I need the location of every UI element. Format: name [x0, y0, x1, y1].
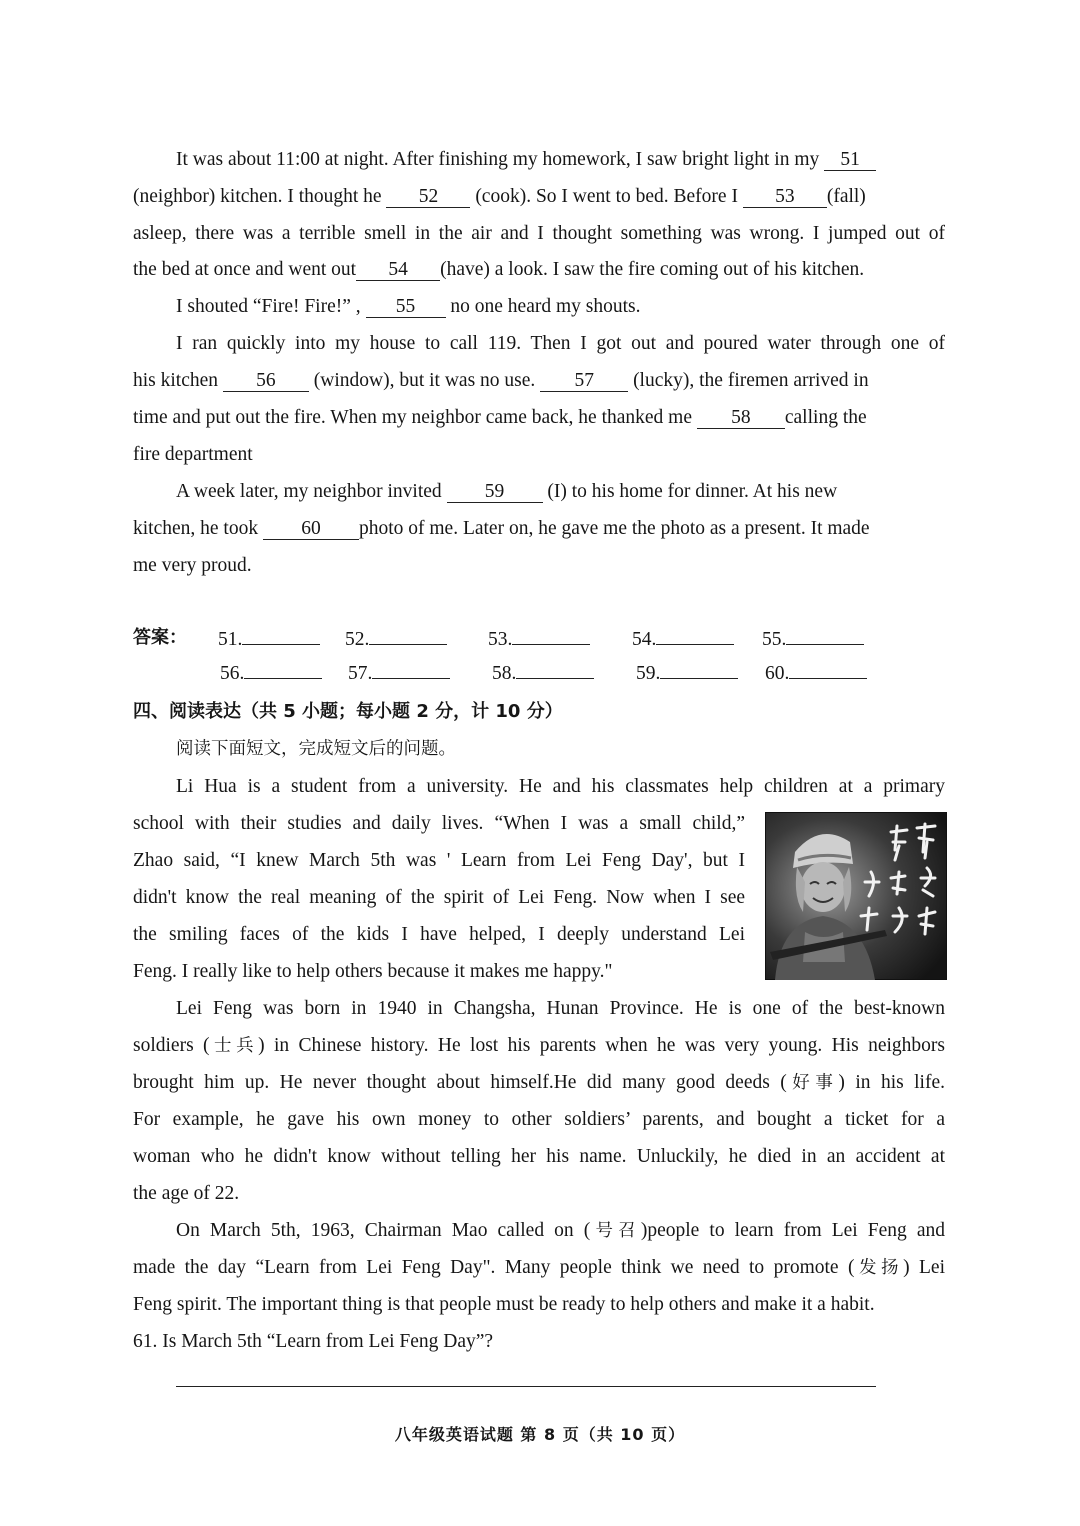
text: A week later, my neighbor invited: [176, 481, 447, 502]
answer-line-61[interactable]: [176, 1386, 876, 1387]
answer-number: 60.: [765, 663, 790, 684]
answer-52[interactable]: [345, 626, 447, 652]
blank-51: 51: [824, 150, 876, 171]
answer-blank[interactable]: [786, 626, 864, 645]
blank-53: 53: [743, 187, 827, 208]
answer-number: 52.: [345, 629, 370, 650]
passage2-line-7: Lei Feng was born in 1940 in Changsha, Hunan Province. He is one of the best-known: [176, 998, 945, 1019]
answer-blank[interactable]: [516, 660, 594, 679]
section-heading: 四、阅读表达（共 5 小题；每小题 2 分，计 10 分）: [133, 701, 563, 722]
passage2-line-6: Feng. I really like to help others because it makes me happy.": [133, 961, 613, 982]
answer-blank[interactable]: [789, 660, 867, 679]
blank-54: 54: [356, 260, 440, 281]
passage2-line-15: Feng spirit. The important thing is that people must be ready to help others and make it a habit.: [133, 1294, 875, 1315]
blank-59: 59: [447, 482, 543, 503]
text: It was about 11:00 at night. After finishing my homework, I saw bright light in my: [176, 149, 825, 170]
answer-blank[interactable]: [369, 626, 447, 645]
passage2-line-8: soldiers (士兵) in Chinese history. He lost his parents when he was very young. His neighbors: [133, 1035, 945, 1056]
question-61: 61. Is March 5th “Learn from Lei Feng Day”?: [133, 1331, 494, 1352]
answer-number: 59.: [636, 663, 661, 684]
answer-54[interactable]: [632, 626, 734, 652]
passage2-line-2: school with their studies and daily lives. “When I was a small child,”: [133, 813, 745, 834]
answer-blank[interactable]: [660, 660, 738, 679]
answer-number: 55.: [762, 629, 787, 650]
text: no one heard my shouts.: [445, 296, 641, 317]
answer-blank[interactable]: [242, 626, 320, 645]
passage1-line-9: fire department: [133, 444, 253, 465]
passage1-line-11: [133, 517, 945, 541]
answer-number: 53.: [488, 629, 513, 650]
text: (lucky), the firemen arrived in: [628, 370, 869, 391]
passage2-line-14: made the day “Learn from Lei Feng Day". Many people think we need to promote (发扬) Lei: [133, 1257, 946, 1278]
answer-58[interactable]: [492, 660, 594, 686]
passage2-line-13: On March 5th, 1963, Chairman Mao called on (号召)people to learn from Lei Feng and: [176, 1220, 946, 1241]
passage2-line-3: Zhao said, “I knew March 5th was ' Learn from Lei Feng Day', but I: [133, 850, 745, 871]
text: (window), but it was no use.: [308, 370, 541, 391]
answer-blank[interactable]: [372, 660, 450, 679]
answer-55[interactable]: [762, 626, 864, 652]
lei-feng-photo: [765, 812, 947, 980]
passage2-line-4: didn't know the real meaning of the spirit of Lei Feng. Now when I see: [133, 887, 745, 908]
text: (have) a look. I saw the fire coming out of his kitchen.: [440, 259, 865, 280]
text: I shouted “Fire! Fire!” ,: [176, 296, 366, 317]
section-instruction: 阅读下面短文，完成短文后的问题。: [176, 739, 456, 759]
passage2-line-5: the smiling faces of the kids I have helped, I deeply understand Lei: [133, 924, 745, 945]
text: (cook). So I went to bed. Before I: [470, 186, 743, 207]
text: kitchen, he took: [133, 518, 263, 539]
answer-blank[interactable]: [512, 626, 590, 645]
answer-number: 58.: [492, 663, 517, 684]
answer-53[interactable]: [488, 626, 590, 652]
answer-51[interactable]: [218, 626, 320, 652]
passage1-line-12: me very proud.: [133, 555, 252, 576]
passage2-line-10: For example, he gave his own money to other soldiers’ parents, and bought a ticket for a: [133, 1109, 945, 1130]
passage1-line-7: [133, 369, 945, 393]
text: (I) to his home for dinner. At his new: [542, 481, 838, 502]
answer-blank[interactable]: [656, 626, 734, 645]
answer-blank[interactable]: [244, 660, 322, 679]
answer-57[interactable]: [348, 660, 450, 686]
passage1-line-4: [133, 258, 945, 282]
blank-56: 56: [223, 371, 309, 392]
page-footer: 八年级英语试题 第 8 页（共 10 页）: [394, 1425, 686, 1444]
answer-59[interactable]: [636, 660, 738, 686]
blank-60: 60: [263, 519, 359, 540]
answer-number: 56.: [220, 663, 245, 684]
passage1-line-5: [133, 295, 945, 319]
passage2-line-12: the age of 22.: [133, 1183, 240, 1204]
answer-number: 51.: [218, 629, 243, 650]
passage2-line-1: Li Hua is a student from a university. He and his classmates help children at a primary: [176, 776, 945, 797]
blank-52: 52: [386, 187, 470, 208]
answers-label: 答案：: [133, 627, 187, 648]
text: time and put out the fire. When my neighbor came back, he thanked me: [133, 407, 697, 428]
text: his kitchen: [133, 370, 223, 391]
text: photo of me. Later on, he gave me the photo as a present. It made: [358, 518, 870, 539]
passage2-line-9: brought him up. He never thought about himself.He did many good deeds (好事) in his life.: [133, 1072, 945, 1093]
answer-number: 57.: [348, 663, 373, 684]
answer-56[interactable]: [220, 660, 322, 686]
passage2-line-11: woman who he didn't know without telling her his name. Unluckily, he died in an accident at: [133, 1146, 945, 1167]
text: (neighbor) kitchen. I thought he: [133, 186, 387, 207]
blank-55: 55: [366, 297, 446, 318]
blank-57: 57: [540, 371, 628, 392]
passage1-line-10: [133, 480, 945, 504]
answer-60[interactable]: [765, 660, 867, 686]
passage1-line-8: [133, 406, 945, 430]
passage1-line-6: I ran quickly into my house to call 119. Then I got out and poured water through one of: [176, 333, 945, 354]
passage1-line-1: [133, 148, 945, 172]
passage1-line-2: [133, 185, 945, 209]
passage1-line-3: asleep, there was a terrible smell in the air and I thought something was wrong. I jumped out of: [133, 223, 945, 244]
text: calling the: [784, 407, 867, 428]
blank-58: 58: [697, 408, 785, 429]
text: (fall): [826, 186, 866, 207]
answer-number: 54.: [632, 629, 657, 650]
text: the bed at once and went out: [133, 259, 357, 280]
